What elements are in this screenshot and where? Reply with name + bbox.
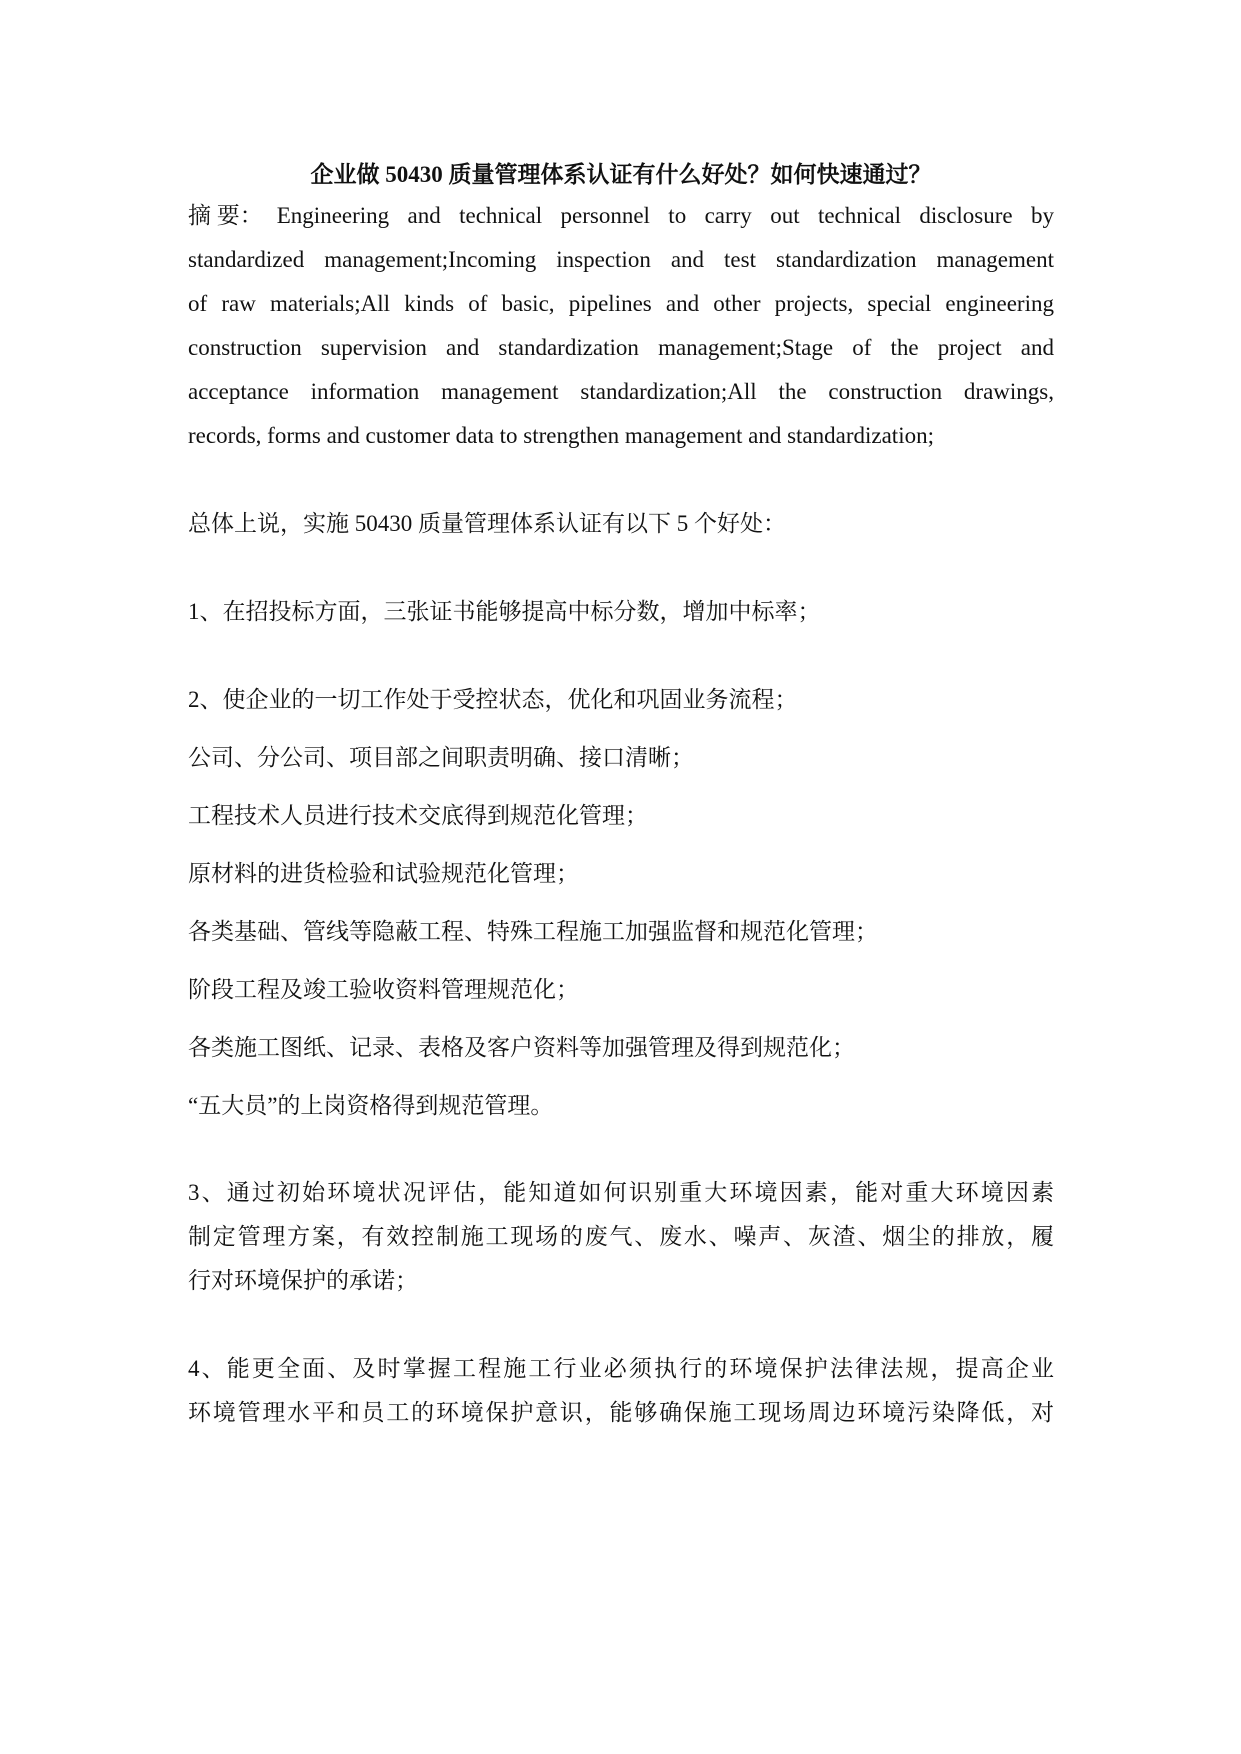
document-title: 企业做 50430 质量管理体系认证有什么好处？如何快速通过？ xyxy=(310,162,932,187)
point-3-line-3: 行对环境保护的承诺； xyxy=(188,1268,418,1293)
point-1: 1、在招投标方面，三张证书能够提高中标分数，增加中标率； xyxy=(188,599,821,624)
abstract-line-3: of raw materials;All kinds of basic, pipelines and other projects, special engineering xyxy=(188,291,1054,316)
point-4-line-1: 4、能更全面、及时掌握工程施工行业必须执行的环境保护法律法规，提高企业 xyxy=(188,1356,1054,1381)
point-2-line-4: 原材料的进货检验和试验规范化管理； xyxy=(188,861,579,886)
abstract-line-6: records, forms and customer data to strengthen management and standardization; xyxy=(188,423,934,448)
point-2-line-6: 阶段工程及竣工验收资料管理规范化； xyxy=(188,977,579,1002)
summary-paragraph: 总体上说，实施 50430 质量管理体系认证有以下 5 个好处： xyxy=(188,511,786,536)
abstract-line-1: Engineering and technical personnel to carry out technical disclosure by xyxy=(276,203,1054,228)
point-2-line-2: 公司、分公司、项目部之间职责明确、接口清晰； xyxy=(188,745,694,770)
point-2-line-7: 各类施工图纸、记录、表格及客户资料等加强管理及得到规范化； xyxy=(188,1035,855,1060)
abstract-line-4: construction supervision and standardization management;Stage of the project and xyxy=(188,335,1054,360)
point-2-line-8: “五大员”的上岗资格得到规范管理。 xyxy=(188,1093,554,1118)
abstract-line-2: standardized management;Incoming inspection and test standardization management xyxy=(188,247,1054,272)
point-4-line-2: 环境管理水平和员工的环境保护意识，能够确保施工现场周边环境污染降低，对 xyxy=(188,1400,1054,1425)
point-3-line-2: 制定管理方案，有效控制施工现场的废气、废水、噪声、灰渣、烟尘的排放，履 xyxy=(188,1224,1054,1249)
point-2-line-5: 各类基础、管线等隐蔽工程、特殊工程施工加强监督和规范化管理； xyxy=(188,919,878,944)
point-2-line-1: 2、使企业的一切工作处于受控状态，优化和巩固业务流程； xyxy=(188,687,798,712)
abstract-label: 摘 要： xyxy=(188,203,263,228)
point-3-line-1: 3、通过初始环境状况评估，能知道如何识别重大环境因素，能对重大环境因素 xyxy=(188,1180,1054,1205)
point-2-line-3: 工程技术人员进行技术交底得到规范化管理； xyxy=(188,803,648,828)
abstract-line-5: acceptance information management standardization;All the construction drawings, xyxy=(188,379,1054,404)
abstract-first-line xyxy=(188,199,1054,233)
